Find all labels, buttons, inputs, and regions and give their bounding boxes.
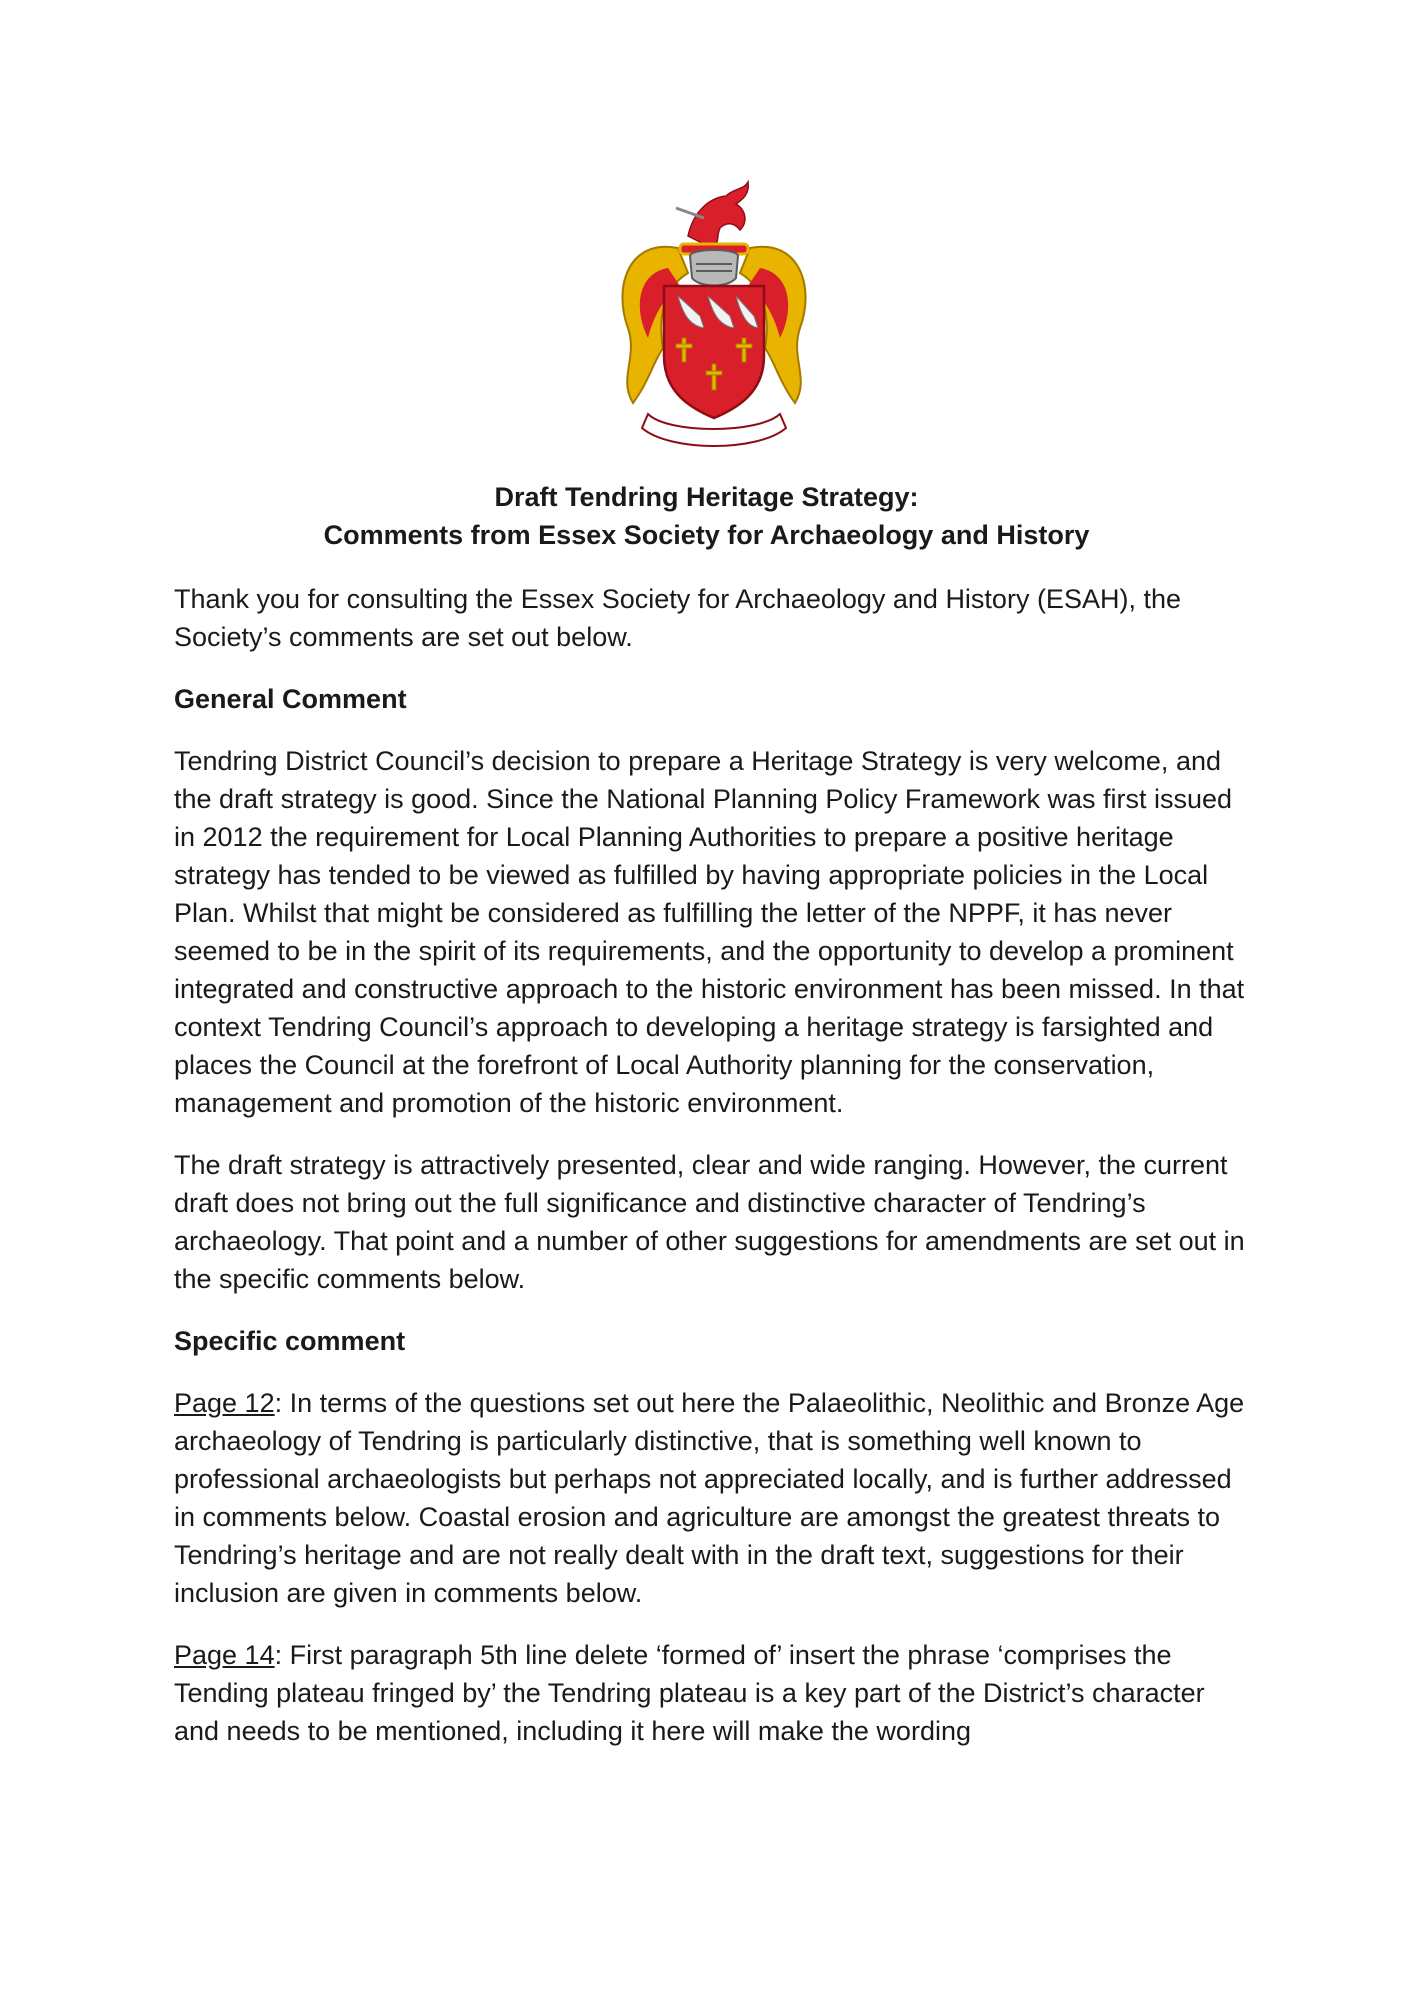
specific-comment-item	[174, 1636, 1254, 1750]
general-comment-heading: General Comment	[174, 684, 407, 714]
specific-comment-heading: Specific comment	[174, 1326, 406, 1356]
page-reference: Page 12	[174, 1388, 275, 1418]
document-body	[174, 580, 1254, 1774]
comment-text: : In terms of the questions set out here the Palaeolithic, Neolithic and Bronze Age archaeology of Tendring is particularly distinctive, that is something well known to professional archaeologists but perhaps not appreciated locally, and is further addressed in comments below. Coastal erosion and agriculture are amongst the greatest threats to Tendring’s heritage and are not really dealt with in the draft text, suggestions for their inclusion are given in comments below.	[174, 1388, 1245, 1608]
title-line-2: Comments from Essex Society for Archaeology and History	[323, 520, 1090, 550]
specific-comment-item	[174, 1384, 1254, 1612]
intro-paragraph: Thank you for consulting the Essex Society for Archaeology and History (ESAH), the Society’s comments are set out below.	[174, 584, 1181, 652]
society-crest-logo	[608, 178, 820, 456]
comment-text: : First paragraph 5th line delete ‘formed of’ insert the phrase ‘comprises the Tending plateau fringed by’ the Tendring plateau is a key part of the District’s character and needs to be mentioned, including it here will make the wording	[174, 1640, 1205, 1746]
general-paragraph: The draft strategy is attractively presented, clear and wide ranging. However, the current draft does not bring out the full significance and distinctive character of Tendring’s archaeology. That point and a number of other suggestions for amendments are set out in the specific comments below.	[174, 1150, 1245, 1294]
page-reference: Page 14	[174, 1640, 275, 1670]
general-paragraph: Tendring District Council’s decision to prepare a Heritage Strategy is very welcome, and the draft strategy is good. Since the National Planning Policy Framework was first issued in 2012 the requirement for Local Planning Authorities to prepare a positive heritage strategy has tended to be viewed as fulfilled by having appropriate policies in the Local Plan. Whilst that might be considered as fulfilling the letter of the NPPF, it has never seemed to be in the spirit of its requirements, and the opportunity to develop a prominent integrated and constructive approach to the historic environment has been missed. In that context Tendring Council’s approach to developing a heritage strategy is farsighted and places the Council at the forefront of Local Authority planning for the conservation, management and promotion of the historic environment.	[174, 746, 1245, 1118]
coat-of-arms-icon	[608, 178, 820, 456]
document-title	[174, 478, 1239, 554]
title-line-1: Draft Tendring Heritage Strategy:	[494, 482, 919, 512]
